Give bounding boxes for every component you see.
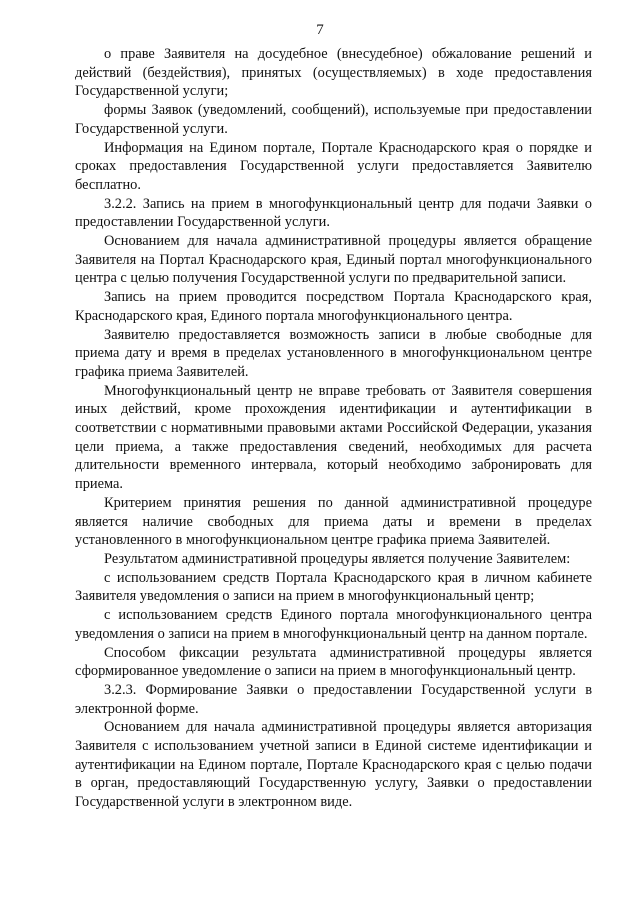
paragraph: с использованием средств Единого портала многофункционального центра уведомления о записи на прием в многофункциональный центр на данном портале. bbox=[75, 607, 592, 642]
paragraph: о праве Заявителя на досудебное (внесудебное) обжалование решений и действий (бездействия), принятых (осуществляемых) в ходе предоставления Государственной услуги; bbox=[75, 46, 592, 100]
paragraph: с использованием средств Портала Краснодарского края в личном кабинете Заявителя уведомления о записи на прием в многофункциональный центр; bbox=[75, 569, 592, 605]
paragraph: Способом фиксации результата административной процедуры является сформированное уведомление о записи на прием в многофункциональный центр. bbox=[75, 644, 592, 680]
paragraph: Основанием для начала административной процедуры является авторизация Заявителя с использованием учетной записи в Единой системе идентификации и аутентификации на Едином портале, Портале Краснодарского края с целью подачи в орган, предоставляющий Государственную услугу, Заявки о предоставлении Государственной услуги в электронном виде. bbox=[75, 719, 592, 811]
section-heading-3-2-2: 3.2.2. Запись на прием в многофункциональный центр для подачи Заявки о предоставлении Государственной услуги. bbox=[75, 195, 592, 231]
paragraph: Основанием для начала административной процедуры является обращение Заявителя на Портал Краснодарского края, Единый портал многофункционального центра с целью получения Государственной услуги по предварительной записи. bbox=[75, 233, 592, 287]
paragraph: формы Заявок (уведомлений, сообщений), используемые при предоставлении Государственной услуги. bbox=[75, 102, 592, 137]
paragraph: Результатом административной процедуры является получение Заявителем: bbox=[104, 550, 571, 567]
paragraph: Многофункциональный центр не вправе требовать от Заявителя совершения иных действий, кроме прохождения идентификации и аутентификации в соответствии с нормативными правовыми актами Российской Федерации, указания цели приема, а также предоставления сведений, необходимых для расчета длительности временного интервала, который необходимо забронировать для приема. bbox=[75, 382, 592, 493]
document-body bbox=[75, 45, 592, 812]
paragraph: Критерием принятия решения по данной административной процедуре является наличие свободных для приема даты и времени в пределах установленного в многофункциональном центре графика приема Заявителей. bbox=[75, 494, 592, 549]
paragraph: Заявителю предоставляется возможность записи в любые свободные для приема дату и время в пределах установленного в многофункциональном центре графика приема Заявителей. bbox=[75, 326, 592, 380]
page-number: 7 bbox=[316, 22, 324, 38]
section-heading-3-2-3: 3.2.3. Формирование Заявки о предоставлении Государственной услуги в электронной форме. bbox=[75, 681, 592, 717]
paragraph: Информация на Едином портале, Портале Краснодарского края о порядке и сроках предоставления Государственной услуги предоставляется Заявителю бесплатно. bbox=[75, 139, 592, 193]
paragraph: Запись на прием проводится посредством Портала Краснодарского края, Краснодарского края, Единого портала многофункционального центра. bbox=[75, 289, 592, 324]
